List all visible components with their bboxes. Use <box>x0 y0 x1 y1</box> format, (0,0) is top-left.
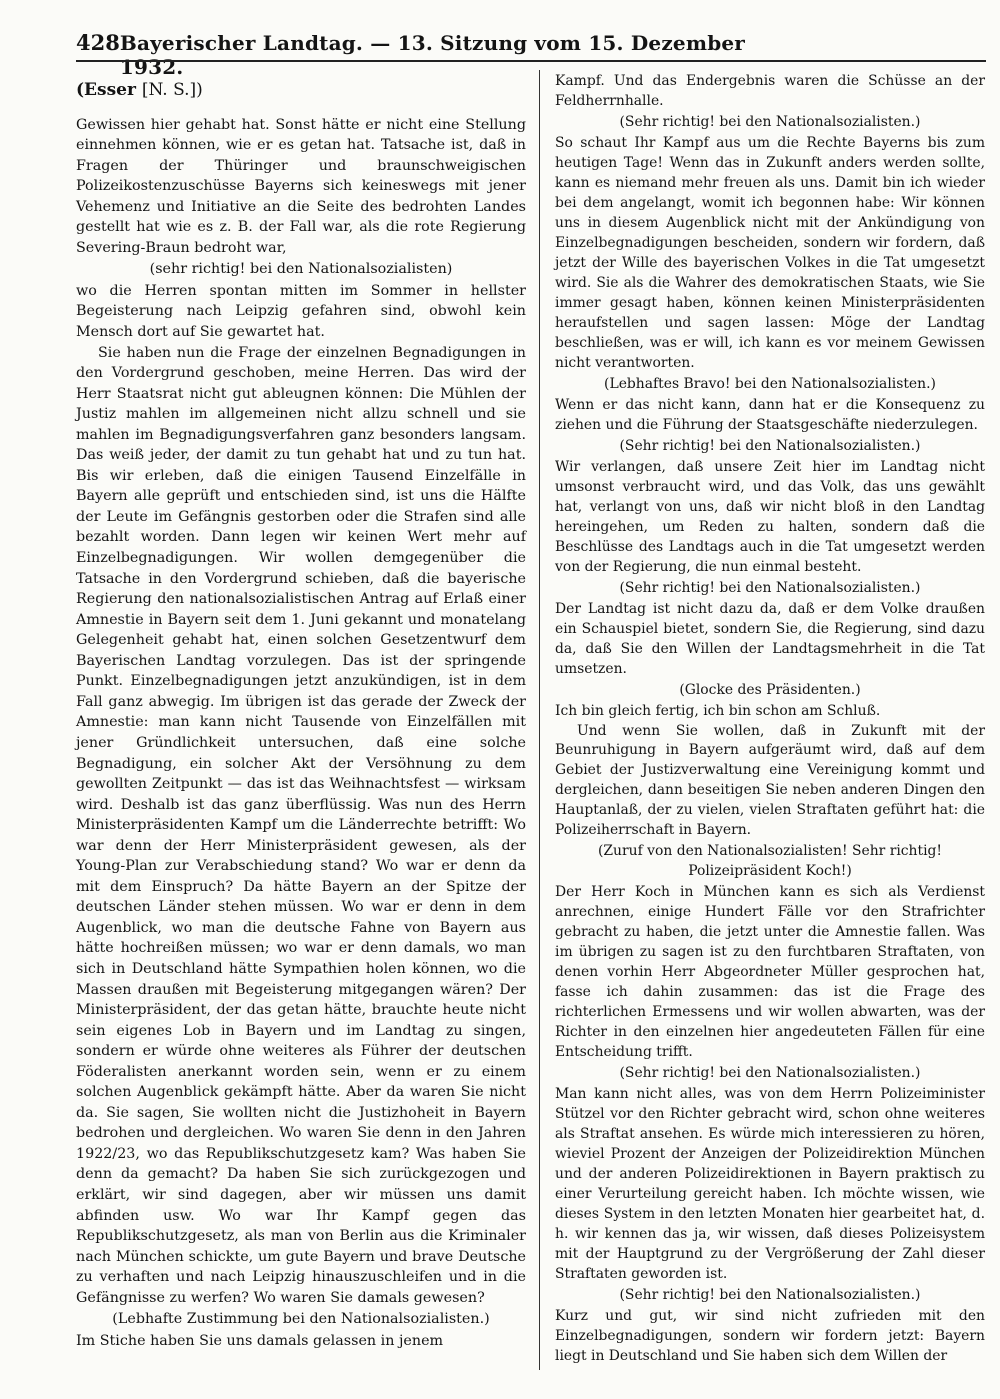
paragraph: Sie haben nun die Frage der einzelnen Begnadigungen in den Vordergrund geschoben, meine Herren. Das wird der Herr Staatsrat nicht gut ableugnen können: Die Mühlen der Justiz mahlen im allgemeinen nicht allzu schnell und sie mahlen im Begnadigungsverfahren ganz besonders langsam. Das weiß jeder, der damit zu tun gehabt hat und zu tun hat. Bis wir erleben, daß die einigen Tausend Einzelfälle in Bayern alle geprüft und entschieden sind, ist uns die Hälfte der Leute im Gefängnis gestorben oder die Strafen sind alle bezahlt worden. Dann legen wir keinen Wert mehr auf Einzelbegnadigungen. Wir wollen demgegenüber die Tatsache in den Vordergrund schieben, daß die bayerische Regierung den nationalsozialistischen Antrag auf Erlaß einer Amnestie in Bayern seit dem 1. Juni gekannt und monatelang Gelegenheit gehabt hat, einen solchen Gesetzentwurf dem Bayerischen Landtag vorzulegen. Das ist der springende Punkt. Einzelbegnadigungen jetzt anzukündigen, ist in dem Fall ganz abwegig. Im übrigen ist das gerade der Zweck der Amnestie: man kann nicht Tausende von Einzelfällen mit jener Gründlichkeit untersuchen, daß eine solche Begnadigung, ein solcher Akt der Versöhnung zu dem gewollten Zeitpunkt — das ist das Weihnachtsfest — wirksam wird. Deshalb ist das ganz überflüssig. Was nun des Herrn Ministerpräsidenten Kampf um die Länderrechte betrifft: Wo war denn der Herr Ministerpräsident gewesen, als der Young-Plan zur Verabschiedung stand? Wo war er denn da mit dem Einspruch? Da hätte Bayern an der Spitze der deutschen Länder stehen müssen. Wo war er denn in dem Augenblick, wo man die deutsche Fahne von Bayern aus hätte hochreißen müssen; wo war er denn damals, wo man sich in Deutschland hätte Sympathien holen können, wo die Massen draußen mit Begeisterung mitgegangen wären? Der Ministerpräsident, der das getan hätte, brauchte heute nicht sein eigenes Lob in Bayern und im Landtag zu singen, sondern er würde ohne weiteres als Führer der deutschen Föderalisten anerkannt worden sein, wenn er zu einem solchen Augenblick gekämpft hätte. Aber da waren Sie nicht da. Sie sagen, Sie wollten nicht die Justizhoheit in Bayern bedrohen und dergleichen. Wo waren Sie denn in den Jahren 1922/23, wo das Republikschutzgesetz kam? Was haben Sie denn da gemacht? Da haben Sie sich zurückgezogen und erklärt, wir sind dagegen, aber wir müssen uns damit abfinden usw. Wo war Ihr Kampf gegen das Republikschutzgesetz, als man von Berlin aus die Kriminaler nach München schickte, um gute Bayern und brave Deutsche zu verhaften und nach Leipzig hinauszuschleifen und in die Gefängnisse zu werfen? Wo waren Sie damals gewesen? <box>76 344 526 1306</box>
paragraph: Gewissen hier gehabt hat. Sonst hätte er nicht eine Stellung einnehmen können, wie er es getan hat. Tatsache ist, daß in Fragen der Thüringer und braunschweigischen Polizeikostenzuschüsse Bayerns sich keineswegs mit jener Vehemenz und Initiative an die Seite des bedrohten Landes gestellt hat wie es z. B. der Fall war, als die rote Regierung Severing-Braun bedroht war, <box>76 116 526 256</box>
interjection: (Lebhafte Zustimmung bei den Nationalsozialisten.) <box>112 1311 490 1328</box>
interjection: (Sehr richtig! bei den Nationalsozialisten.) <box>619 579 921 596</box>
interjection: (Glocke des Präsidenten.) <box>679 681 861 698</box>
running-title: Bayerischer Landtag. — 13. Sitzung vom 15. Dezember 1932. <box>119 31 746 79</box>
column-divider <box>539 70 540 1370</box>
interjection: (Sehr richtig! bei den Nationalsozialisten.) <box>619 1287 921 1304</box>
speaker-name: (Esser <box>76 80 136 100</box>
paragraph: Wir verlangen, daß unsere Zeit hier im Landtag nicht umsonst verbraucht wird, und das Volk, das uns gewählt hat, verlangt von uns, daß wir nicht bloß in den Landtag hereingehen, um Reden zu halten, sondern daß die Beschlüsse des Landtags auch in die Tat umgesetzt werden von der Regierung, die nun einmal besteht. <box>555 458 985 575</box>
paragraph: Ich bin gleich fertig, ich bin schon am Schluß. <box>555 702 881 719</box>
paragraph: Kampf. Und das Endergebnis waren die Schüsse an der Feldherrnhalle. <box>555 73 985 109</box>
paragraph: Im Stiche haben Sie uns damals gelassen in jenem <box>76 1332 444 1349</box>
paragraph: Der Herr Koch in München kann es sich als Verdienst anrechnen, einige Hundert Fälle vor den Strafrichter gebracht zu haben, die jetzt unter die Amnestie fallen. Was im übrigen zu sagen ist zu den furchtbaren Straftaten, von denen vorhin Herr Abgeordneter Müller gesprochen hat, fasse ich dahin zusammen: das ist die Frage des richterlichen Ermessens und wir wollen abwarten, was der Richter in den einzelnen hier angedeuteten Fällen für eine Entscheidung trifft. <box>555 884 985 1061</box>
paragraph: wo die Herren spontan mitten im Sommer in hellster Begeisterung nach Leipzig gefahren sind, obwohl kein Mensch dort auf Sie gewartet hat. <box>76 282 526 341</box>
interjection: (Zuruf von den Nationalsozialisten! Sehr richtig! Polizeipräsident Koch!) <box>597 843 943 880</box>
interjection: (Sehr richtig! bei den Nationalsozialisten.) <box>619 113 921 130</box>
paragraph: Wenn er das nicht kann, dann hat er die Konsequenz zu ziehen und die Führung der Staatsgeschäfte niederzulegen. <box>555 396 985 433</box>
page-number: 428 <box>76 30 120 55</box>
paragraph: Kurz und gut, wir sind nicht zufrieden mit den Einzelbegnadigungen, sondern wir fordern jetzt: Bayern liegt in Deutschland und Sie haben sich dem Willen der <box>555 1308 985 1365</box>
right-column <box>555 72 985 1367</box>
interjection: (Sehr richtig! bei den Nationalsozialisten.) <box>619 437 921 454</box>
left-column <box>76 72 526 1351</box>
interjection: (sehr richtig! bei den Nationalsozialisten) <box>149 261 453 278</box>
interjection: (Sehr richtig! bei den Nationalsozialisten.) <box>619 1065 921 1082</box>
paragraph: Man kann nicht alles, was von dem Herrn Polizeiminister Stützel vor den Richter gebracht wird, schon ohne weiteres als Straftat ansehen. Es würde mich interessieren zu hören, wieviel Prozent der Anzeigen der Polizeidirektion München und der anderen Polizeidirektionen in Bayern praktisch zu einer Verurteilung gereicht haben. Ich möchte wissen, wie dieses System in den letzten Monaten hier gearbeitet hat, d. h. wir kennen das ja, wir wissen, daß dieses Polizeisystem mit der Hauptgrund zu der Vergrößerung der Zahl dieser Straftaten geworden ist. <box>555 1086 985 1283</box>
paragraph: Und wenn Sie wollen, daß in Zukunft mit der Beunruhigung in Bayern aufgeräumt wird, daß auf dem Gebiet der Justizverwaltung eine Vereinigung kommt und dergleichen, dann beseitigen Sie neben anderen Dingen den Hauptanlaß, der zu vielen, vielen Straftaten geführt hat: die Polizeiherrschaft in Bayern. <box>555 722 985 839</box>
paragraph: So schaut Ihr Kampf aus um die Rechte Bayerns bis zum heutigen Tage! Wenn das in Zukunft anders werden sollte, kann es niemand mehr freuen als uns. Damit bin ich wieder bei dem angelangt, womit ich begonnen habe: Wir können uns in diesem Augenblick nicht mit der Ankündigung von Einzelbegnadigungen bescheiden, sondern wir fordern, daß jetzt der Wille des bayerischen Volkes in die Tat umgesetzt wird. Sie als die Wahrer des demokratischen Staats, wie Sie immer gesagt haben, können keinen Ministerpräsidenten heraufstellen und sagen lassen: Möge der Landtag beschließen, was er will, ich kann es vor meinem Gewissen nicht verantworten. <box>555 134 985 371</box>
header-rule <box>76 60 986 62</box>
speaker-party: [N. S.]) <box>141 80 203 100</box>
speaker-heading <box>76 80 526 101</box>
interjection: (Lebhaftes Bravo! bei den Nationalsozialisten.) <box>604 375 936 392</box>
paragraph: Der Landtag ist nicht dazu da, daß er dem Volke draußen ein Schauspiel bietet, sondern Sie, die Regierung, sind dazu da, daß Sie den Willen der Landtagsmehrheit in die Tat umsetzen. <box>555 600 985 677</box>
